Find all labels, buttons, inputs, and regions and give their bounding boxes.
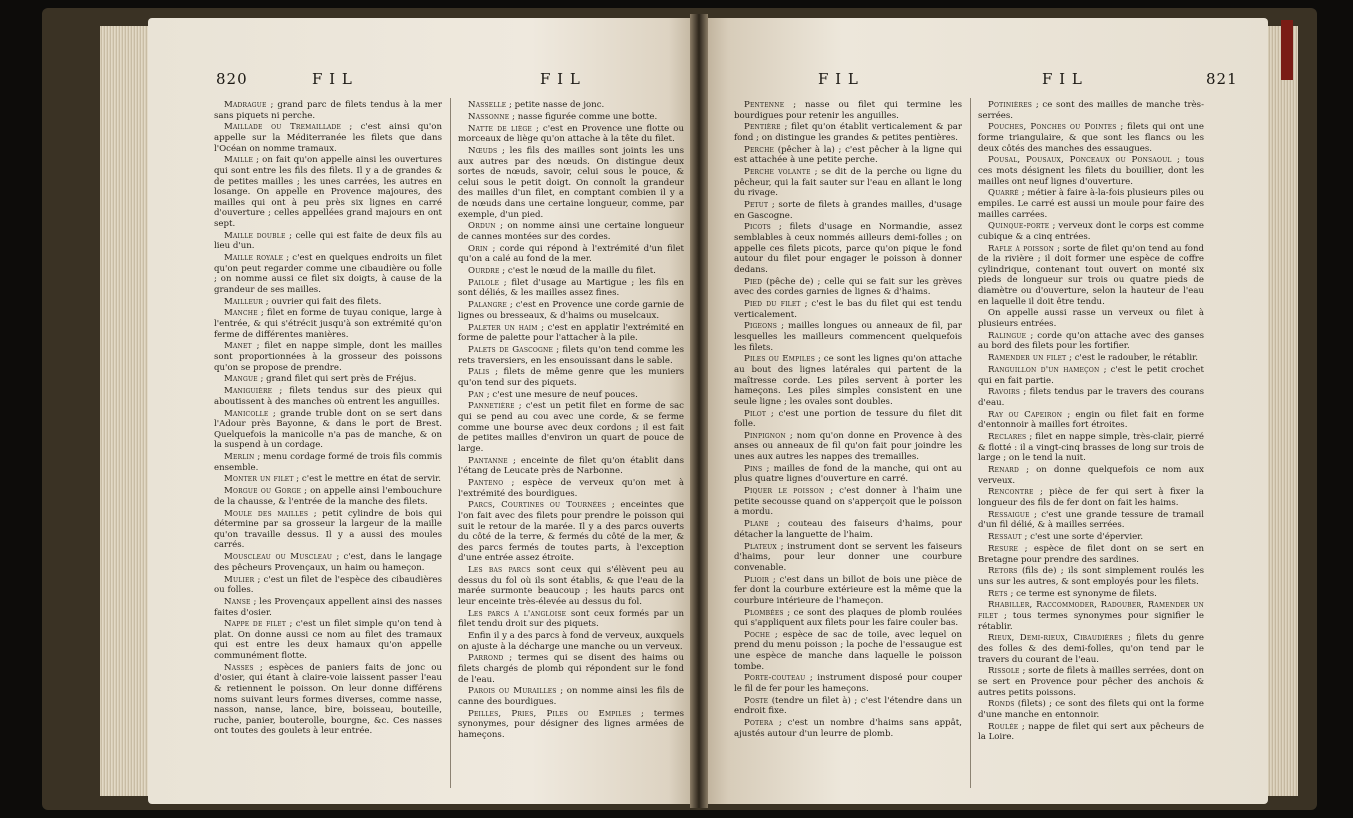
- entry-definition: ; espèce de filet dont on se sert en Bretagne pour prendre des sardines.: [978, 543, 1205, 565]
- entry-definition: ; filets qui ont une forme triangulaire, & que sont les flancs ou les deux côtés des manches des essaugues.: [978, 122, 1205, 154]
- entry-term: Potinières: [988, 100, 1033, 110]
- entry-definition: (filets) ; ce sont des filets qui ont la forme d'une manche en entonnoir.: [978, 699, 1205, 720]
- entry-definition: ; verveux dont le corps est comme cubique & a cinq entrées.: [978, 221, 1205, 242]
- dictionary-entry: [458, 266, 684, 277]
- entry-term: Parcs, Courtines ou Tournées: [468, 500, 607, 511]
- dictionary-entry: [458, 146, 684, 220]
- entry-definition: ; on appelle ainsi l'embouchure de la chausse, & l'entrée de la manche des filets.: [214, 486, 443, 507]
- entry-term: Nasses: [224, 662, 254, 673]
- entry-term: Reclares: [988, 432, 1027, 443]
- entry-definition: (fils de) ; ils sont simplement roulés les uns sur les autres, & sont employés pour les filets.: [978, 566, 1205, 587]
- dictionary-entry: [458, 112, 684, 123]
- entry-term: Ravoirs: [988, 387, 1021, 398]
- dictionary-entry: [978, 510, 1204, 531]
- entry-definition: ; c'est une mesure de neuf pouces.: [486, 389, 638, 400]
- entry-term: Roulée: [988, 721, 1019, 732]
- dictionary-entry: [978, 100, 1204, 121]
- entry-definition: ; grande truble dont on se sert dans l'Adour près Bayonne, & dans le port de Brest. Quelquefois la manicolle n'a pas de manche, & on la suspend à un cordage.: [214, 408, 442, 451]
- dictionary-entry: [458, 456, 684, 477]
- entry-term: Pied: [744, 276, 763, 287]
- entry-definition: ; enceintes que l'on fait avec des filets pour prendre le poisson qui suit le retour de la marée. Il y a des parcs ouverts du côté de la terre, & fermés du côté de la mer, & des parcs fermés de toutes parts, à l'exception d'une entrée assez étroite.: [458, 500, 684, 564]
- entry-term: Ray ou Capeiron: [988, 409, 1063, 420]
- entry-definition: ; tous termes synonymes pour signifier le rétablir.: [978, 611, 1204, 632]
- entry-term: Maniguière: [224, 386, 273, 397]
- entry-term: Rieux, Demi-rieux, Cibaudières: [988, 633, 1123, 644]
- dictionary-entry: [978, 666, 1204, 698]
- entry-term: Rafle à poisson: [988, 243, 1055, 254]
- entry-definition: ; filet en nappe simple, dont les mailles sont proportionnées à la grosseur des poissons qu'on se propose de prendre.: [214, 341, 443, 373]
- dictionary-entry: [214, 374, 442, 385]
- entry-definition: ; filets qu'on tend comme les rets traversiers, en les ensouissant dans le sable.: [458, 344, 684, 366]
- entry-term: Madrague: [224, 100, 267, 110]
- dictionary-entry: [458, 709, 684, 741]
- left-page-column-1: [214, 100, 442, 738]
- entry-term: Ressaut: [988, 532, 1022, 543]
- dictionary-entry: [458, 345, 684, 366]
- entry-term: Manicolle: [224, 408, 269, 419]
- book-gutter: [690, 14, 708, 808]
- entry-definition: ; filet en forme de tuyau conique, large à l'entrée, & qui s'étrécit jusqu'à son extrémité qu'on ferme de différentes manières.: [214, 308, 442, 340]
- running-head-left-col1: F I L: [312, 70, 353, 88]
- dictionary-entry: [458, 565, 684, 607]
- entry-term: Ramender un filet: [988, 353, 1067, 364]
- dictionary-entry: [458, 609, 684, 630]
- entry-definition: ; pièce de fer qui sert à fixer la longueur des fils de fer dont on fait les haims.: [978, 487, 1204, 508]
- entry-term: Nœuds: [468, 145, 498, 156]
- entry-definition: ; mailles de fond de la manche, qui ont au plus quatre lignes d'ouverture en carré.: [734, 463, 963, 485]
- entry-term: Manet: [224, 341, 252, 352]
- entry-term: Orin: [468, 243, 488, 254]
- entry-definition: ; c'est ainsi qu'on appelle sur la Méditerranée les filets que dans l'Océan on nomme tramaux.: [214, 122, 442, 154]
- entry-definition: ; instrument disposé pour couper le fil de fer pour les hameçons.: [734, 673, 963, 695]
- entry-term: Rencontre: [988, 487, 1034, 498]
- dictionary-entry: [214, 231, 442, 252]
- entry-term: Parois ou Murailles: [468, 686, 557, 697]
- entry-definition: ; sorte de filets à grandes mailles, d'usage en Gascogne.: [734, 200, 962, 221]
- entry-term: Pantanne: [468, 455, 508, 466]
- dictionary-entry: [978, 633, 1204, 665]
- entry-term: Resure: [988, 543, 1019, 554]
- left-page: [148, 18, 696, 804]
- page-edges-left: [100, 26, 148, 796]
- entry-term: Mailleur: [224, 296, 264, 307]
- entry-definition: ; filets tendus sur des pieux qui aboutissent à des manches où entrent les anguilles.: [214, 386, 443, 407]
- dictionary-entry: [734, 200, 962, 221]
- column-rule-right: [970, 98, 971, 788]
- dictionary-entry: [734, 100, 962, 121]
- dictionary-entry: [978, 221, 1204, 242]
- dictionary-entry: [978, 487, 1204, 508]
- entry-term: Pied du filet: [744, 299, 801, 309]
- entry-term: Porte-couteau: [744, 673, 806, 684]
- running-head-right-col1: F I L: [818, 70, 859, 88]
- entry-definition: ; ce sont des mailles de manche très-serrées.: [978, 100, 1204, 121]
- dictionary-entry: [978, 722, 1204, 743]
- column-rule-left: [450, 98, 451, 788]
- entry-definition: ; c'est une grande tessure de tramail d'un fil délié, & à mailles serrées.: [978, 509, 1204, 531]
- entry-term: Plateux: [744, 541, 777, 552]
- dictionary-entry: [978, 387, 1204, 408]
- entry-definition: ; c'est, dans le langage des pêcheurs Provençaux, un haim ou hameçon.: [214, 552, 443, 573]
- dictionary-entry: [214, 253, 442, 295]
- entry-term: Manche: [224, 308, 258, 319]
- entry-definition: ; c'est en quelques endroits un filet qu'on peut regarder comme une cibaudière ou folle ; on nomme aussi ce filet six doigts, à cause de la grandeur de ses mailles.: [214, 253, 443, 295]
- entry-definition: ; corde qu'on attache avec des ganses au bord des filets pour les fortifier.: [978, 330, 1204, 352]
- right-page-column-1: [734, 100, 962, 741]
- dictionary-entry: [978, 188, 1204, 220]
- dictionary-entry: [458, 300, 684, 321]
- entry-definition: ; c'est le mettre en état de servir.: [296, 474, 442, 485]
- dictionary-entry: [214, 386, 442, 407]
- entry-definition: ; ce terme est synonyme de filets.: [1010, 588, 1157, 599]
- entry-definition: ; grand filet qui sert près de Fréjus.: [260, 374, 417, 385]
- entry-term: Petut: [744, 200, 769, 211]
- entry-definition: (pêcher à la) ; c'est pêcher à la ligne qui est attachée à une petite perche.: [734, 144, 962, 166]
- entry-term: Pilot: [744, 408, 767, 419]
- entry-definition: On appelle aussi rasse un verveux ou filet à plusieurs entrées.: [978, 308, 1204, 329]
- dictionary-entry: [214, 452, 442, 473]
- dictionary-entry: [978, 410, 1204, 431]
- entry-definition: ; sorte de filets à mailles serrées, dont on se sert en Provence pour pêcher des anchois & autres petits poissons.: [978, 666, 1204, 698]
- dictionary-entry: [214, 297, 442, 308]
- dictionary-entry: [734, 409, 962, 430]
- entry-definition: ; on fait qu'on appelle ainsi les ouvertures qui sont entre les fils des filets. Il y a de grandes & de petites mailles ; les unes carrées, les autres en losange. On appelle en Provence majoures, des mailles qui ont à peu près six lignes en carré d'ouverture ; celles appellées grand majours en ont sept.: [214, 155, 443, 229]
- entry-definition: ; c'est donner à l'haim une petite secousse quand on s'apperçoit que le poisson a mordu.: [734, 486, 963, 518]
- dictionary-entry: [734, 299, 962, 320]
- entry-definition: ; termes qui se disent des haims ou filets chargés de plomb qui répondent sur le fond de l'eau.: [458, 653, 684, 685]
- entry-term: Piquer le poisson: [744, 486, 825, 497]
- entry-term: Pousal, Pousaux, Ponceaux ou Ponsaoul: [988, 155, 1172, 166]
- entry-definition: ; les fils des mailles sont joints les uns aux autres par des nœuds. On distingue deux sortes de nœuds, savoir, celui sous le pouce, & celui sous le petit doigt. On connoît la grandeur des mailles d'un filet, en comptant combien il y a de nœuds dans une certaine longueur, comme, par exemple, d'un pied.: [458, 145, 685, 220]
- entry-term: Pinpignon: [744, 430, 786, 441]
- entry-definition: ; petite nasse de jonc.: [509, 100, 605, 110]
- entry-definition: (pêche de) ; celle qui se fait sur les grèves avec des cordes garnies de lignes & d'haims.: [734, 276, 963, 298]
- entry-term: Nasselle: [468, 100, 507, 110]
- dictionary-entry: [214, 619, 442, 661]
- page-number-right: 821: [1206, 70, 1238, 88]
- dictionary-entry: [214, 100, 442, 121]
- entry-definition: ; petit cylindre de bois qui détermine par sa grosseur la largeur de la maille qu'on travaille dessus. Il y a aussi des moules carrés.: [214, 508, 442, 551]
- entry-term: Moule des mailles: [224, 508, 309, 519]
- entry-definition: ; menu cordage formé de trois fils commis ensemble.: [214, 452, 443, 473]
- entry-definition: ; termes synonymes, pour désigner des lignes armées de hameçons.: [458, 708, 685, 740]
- entry-definition: ; c'est le nœud de la maille du filet.: [502, 266, 656, 277]
- entry-term: Ressaigue: [988, 509, 1030, 520]
- dictionary-entry: [458, 390, 684, 401]
- dictionary-entry: [214, 341, 442, 373]
- entry-definition: ; filets de même genre que les muniers qu'on tend sur des piquets.: [458, 367, 685, 388]
- dictionary-entry: [978, 600, 1204, 632]
- dictionary-entry: [978, 589, 1204, 600]
- dictionary-entry: [734, 575, 962, 607]
- dictionary-entry: [978, 122, 1204, 154]
- entry-definition: Enfin il y a des parcs à fond de verveux, auxquels on ajuste à la décharge une manche ou un verveux.: [458, 631, 684, 652]
- dictionary-entry: [978, 244, 1204, 308]
- entry-term: Monter un filet: [224, 474, 294, 485]
- entry-definition: ; nappe de filet qui sert aux pêcheurs de la Loire.: [978, 721, 1204, 743]
- entry-term: Renard: [988, 465, 1019, 476]
- entry-term: Picots: [744, 222, 771, 233]
- entry-definition: ; on nomme ainsi une certaine longueur de cannes montées sur des cordes.: [458, 221, 684, 242]
- dictionary-entry: [214, 663, 442, 737]
- dictionary-entry: [734, 608, 962, 629]
- dictionary-entry: [458, 323, 684, 344]
- dictionary-entry: [734, 222, 962, 275]
- dictionary-entry: [734, 486, 962, 518]
- dictionary-entry: [458, 244, 684, 265]
- entry-definition: ; tous ces mots désignent les filets du bouillier, dont les mailles ont neuf lignes d'ouverture.: [978, 155, 1205, 187]
- entry-definition: sont ceux formés par un filet tendu droit sur des piquets.: [458, 608, 685, 630]
- entry-term: Maille royale: [224, 253, 284, 264]
- dictionary-entry: [458, 278, 684, 299]
- entry-definition: ; nasse ou filet qui termine les bourdigues pour retenir les anguilles.: [734, 100, 962, 121]
- entry-definition: ; on donne quelquefois ce nom aux verveux.: [978, 465, 1205, 486]
- entry-definition: ; corde qui répond à l'extrémité d'un filet qu'on a calé au fond de la mer.: [458, 243, 685, 265]
- entry-term: Perche: [744, 144, 775, 155]
- entry-definition: ; c'est en Provence une corde garnie de lignes ou bresseaux, & d'haims ou muselcaux.: [458, 300, 685, 321]
- entry-term: Nassonne: [468, 111, 510, 122]
- dictionary-entry: [458, 478, 684, 499]
- left-page-column-2: [458, 100, 684, 742]
- entry-definition: ; nom qu'on donne en Provence à des anses ou anneaux de fil qu'on fait pour joindre les unes aux autres les nappes des tremailles.: [734, 430, 962, 463]
- dictionary-entry: [978, 532, 1204, 543]
- entry-definition: ; nasse figurée comme une botte.: [512, 111, 658, 122]
- dictionary-entry: [458, 100, 684, 111]
- entry-term: Mulier: [224, 574, 255, 585]
- entry-term: Peilles, Pries, Piles ou Empiles: [468, 708, 632, 719]
- entry-term: Parrond: [468, 653, 504, 664]
- entry-definition: ; c'est dans un billot de bois une pièce de fer dont la courbure extérieure est la même que la courbure intérieure de l'hameçon.: [734, 574, 963, 606]
- entry-term: Ronds: [988, 699, 1015, 710]
- entry-term: Nappe de filet: [224, 619, 287, 630]
- dictionary-entry: [214, 474, 442, 485]
- entry-term: Potera: [744, 718, 774, 729]
- dictionary-entry: [458, 500, 684, 564]
- entry-term: Mouscleau ou Muscleau: [224, 552, 333, 563]
- entry-definition: ; filet d'usage au Martigue ; les fils en sont déliés, & les mailles assez fines.: [458, 277, 684, 299]
- entry-definition: ; instrument dont se servent les faiseurs d'haims, pour leur donner une courbure convenable.: [734, 541, 962, 573]
- dictionary-entry: [978, 365, 1204, 386]
- dictionary-entry: [734, 321, 962, 353]
- entry-term: Rets: [988, 588, 1008, 599]
- entry-term: Les parcs à l'angloise: [468, 608, 567, 619]
- dictionary-entry: [734, 630, 962, 672]
- entry-definition: (tendre un filet à) ; c'est l'étendre dans un endroit fixe.: [734, 695, 962, 717]
- dictionary-entry: [978, 353, 1204, 364]
- entry-term: Palangre: [468, 300, 507, 311]
- entry-definition: ; c'est en Provence une flotte ou morceaux de liège qu'on attache à la tête du filet.: [458, 123, 684, 145]
- dictionary-entry: [734, 431, 962, 463]
- entry-definition: ; mailles longues ou anneaux de fil, par lesquelles les mailleurs commencent quelquefois les filets.: [734, 321, 963, 353]
- entry-definition: ; c'est un filet de l'espèce des cibaudières ou folles.: [214, 574, 442, 596]
- bookmark-ribbon: [1281, 20, 1293, 80]
- entry-definition: ; ouvrier qui fait des filets.: [265, 296, 382, 307]
- dictionary-entry: [734, 718, 962, 739]
- entry-term: Pan: [468, 389, 484, 400]
- entry-term: Ordun: [468, 221, 496, 232]
- dictionary-entry: [458, 221, 684, 242]
- entry-definition: ; c'est un nombre d'haims sans appât, ajustés autour d'un leurre de plomb.: [734, 718, 962, 739]
- entry-term: Nanse: [224, 596, 251, 607]
- entry-term: Pentière: [744, 122, 781, 133]
- dictionary-entry: [978, 155, 1204, 187]
- entry-definition: ; filets tendus par le travers des courans d'eau.: [978, 387, 1205, 408]
- entry-definition: ; grand parc de filets tendus à la mer sans piquets ni perche.: [214, 100, 442, 121]
- entry-definition: ; c'est une sorte d'épervier.: [1024, 532, 1144, 543]
- dictionary-entry: [458, 653, 684, 685]
- entry-definition: ; les Provençaux appellent ainsi des nasses faites d'osier.: [214, 596, 442, 618]
- entry-definition: ; métier à faire à-la-fois plusieurs piles ou empiles. Le carré est aussi un moule pour faire des mailles carrées.: [978, 188, 1204, 220]
- entry-definition: ; on nomme ainsi les fils de canne des bourdigues.: [458, 686, 685, 707]
- entry-definition: ; se dit de la perche ou ligne du pêcheur, qui la fait sauter sur l'eau en allant le long du rivage.: [734, 167, 962, 199]
- entry-definition: ; espèce de sac de toile, avec lequel on prend du menu poisson ; la poche de l'essaugue est une espèce de manche dans laquelle le poisson tombe.: [734, 629, 963, 672]
- entry-term: Rissole: [988, 666, 1020, 677]
- right-page: [700, 18, 1268, 804]
- entry-definition: ; engin ou filet fait en forme d'entonnoir à mailles fort étroites.: [978, 409, 1205, 431]
- dictionary-entry: [978, 544, 1204, 565]
- entry-term: Poche: [744, 629, 770, 640]
- entry-definition: ; ce sont les lignes qu'on attache au bout des lignes latérales qui partent de la maîtresse corde. Les piles servent à porter les hameçons. Les piles simples consistent en une seule ligne ; les ovales sont doubles.: [734, 354, 962, 407]
- dictionary-entry: [978, 432, 1204, 464]
- entry-term: Quarré: [988, 188, 1019, 199]
- entry-term: Plombées: [744, 607, 784, 618]
- entry-definition: ; espèces de paniers faits de jonc ou d'osier, qui étant à claire-voie laissent passer l'eau & retiennent le poisson. On leur donne différens noms suivant leurs formes diverses, comme nasse, nasson, nanse, lance, bire, boisseau, bouteille, ruche, panier, bouterolle, bourgne, &c. Ces nasses ont toutes des goulets à leur entrée.: [214, 662, 443, 737]
- dictionary-entry: [458, 367, 684, 388]
- entry-definition: ; c'est une portion de tessure du filet dit folle.: [734, 408, 962, 430]
- page-number-left: 820: [216, 70, 248, 88]
- dictionary-entry: [458, 401, 684, 454]
- entry-term: Palets de Gascogne: [468, 344, 554, 355]
- entry-definition: ; filets d'usage en Normandie, assez semblables à ceux nommés ailleurs demi-folles ; on appelle ces filets picots, parce qu'on pique le fond autour du filet pour engager le poisson à donner dedans.: [734, 222, 962, 275]
- entry-definition: ; enceinte de filet qu'on établit dans l'étang de Leucate près de Narbonne.: [458, 455, 684, 477]
- entry-term: Rhabiller, Raccommoder, Radouber, Ramender un filet: [978, 600, 1204, 622]
- entry-term: Ralingue: [988, 330, 1027, 341]
- dictionary-entry: [978, 331, 1204, 352]
- entry-term: Mangue: [224, 374, 258, 385]
- entry-term: Maille: [224, 155, 254, 166]
- entry-term: Panteno: [468, 478, 504, 488]
- entry-term: Les bas parcs: [468, 565, 531, 576]
- entry-term: Plane: [744, 519, 769, 530]
- entry-term: Maille double: [224, 230, 286, 241]
- entry-term: Retors: [988, 566, 1018, 577]
- dictionary-entry: [734, 277, 962, 298]
- dictionary-entry: [978, 699, 1204, 720]
- entry-definition: ; filet qu'on établit verticalement & par fond ; on distingue les grandes & petites pentières.: [734, 122, 962, 143]
- dictionary-entry: [458, 124, 684, 145]
- dictionary-entry: [734, 167, 962, 199]
- dictionary-entry: [734, 122, 962, 143]
- dictionary-entry: [214, 122, 442, 154]
- dictionary-entry: [214, 155, 442, 229]
- dictionary-entry: [214, 486, 442, 507]
- entry-term: Merlin: [224, 452, 255, 463]
- entry-definition: ; c'est un petit filet en forme de sac qui se pend au cou avec une corde, & se ferme comme une bourse avec deux cordons ; il est fait de petites mailles d'environ un quart de pouce de large.: [458, 401, 684, 454]
- entry-term: Maillade ou Tremaillade: [224, 122, 342, 133]
- entry-definition: ; c'est le radouber, le rétablir.: [1069, 353, 1199, 364]
- entry-definition: sont ceux qui s'élèvent peu au dessus du fol où ils sont établis, & que l'eau de la marée surmonte beaucoup ; les hauts parcs ont leur enceinte très-élevée au dessus du fol.: [458, 565, 685, 607]
- right-page-column-2: [978, 100, 1204, 744]
- entry-term: Perche volante: [744, 167, 811, 178]
- dictionary-entry: [734, 673, 962, 694]
- entry-definition: ; ce sont des plaques de plomb roulées qui s'appliquent aux filets pour les faire couler bas.: [734, 607, 962, 629]
- entry-definition: ; c'est en applatir l'extrémité en forme de palette pour l'attacher à la pile.: [458, 322, 685, 344]
- entry-term: Plioir: [744, 574, 770, 585]
- entry-definition: ; c'est un filet simple qu'on tend à plat. On donne aussi ce nom au filet des tramaux qui est entre les deux hamaux qu'on appelle communément flotte.: [214, 619, 442, 662]
- entry-definition: ; espèce de verveux qu'on met à l'extrémité des bourdigues.: [458, 478, 684, 499]
- entry-term: Pouches, Ponches ou Pointes: [988, 122, 1117, 133]
- entry-term: Quinque-porte: [988, 221, 1050, 232]
- entry-term: Natte de liège: [468, 123, 532, 134]
- entry-definition: ; c'est le bas du filet qui est tendu verticalement.: [734, 299, 962, 320]
- entry-term: Paleter un haim: [468, 322, 538, 333]
- entry-term: Pigeons: [744, 321, 778, 332]
- entry-definition: ; c'est le petit crochet qui en fait partie.: [978, 364, 1204, 386]
- dictionary-entry: [214, 409, 442, 451]
- dictionary-entry: [458, 631, 684, 652]
- dictionary-entry: [734, 464, 962, 485]
- entry-term: Palis: [468, 367, 490, 378]
- running-head-left-col2: F I L: [540, 70, 581, 88]
- entry-definition: ; celle qui est faite de deux fils au lieu d'un.: [214, 230, 442, 252]
- entry-term: Ranguillon d'un hameçon: [988, 364, 1100, 375]
- dictionary-entry: [458, 686, 684, 707]
- entry-term: Pins: [744, 463, 763, 474]
- entry-definition: ; filets du genre des folles & des demi-folles, qu'on tend par le travers du courant de l'eau.: [978, 633, 1204, 665]
- entry-term: Pailole: [468, 277, 500, 288]
- entry-definition: ; filet en nappe simple, très-clair, pierré & flotté : il a vingt-cinq brasses de long sur trois de large ; on le tend la nuit.: [978, 432, 1204, 464]
- dictionary-entry: [214, 597, 442, 618]
- dictionary-entry: [734, 145, 962, 166]
- dictionary-entry: [214, 308, 442, 340]
- entry-term: Pannetière: [468, 401, 515, 412]
- dictionary-entry: [978, 308, 1204, 329]
- dictionary-entry: [734, 354, 962, 407]
- dictionary-entry: [734, 696, 962, 717]
- entry-term: Morgue ou Gorge: [224, 486, 302, 497]
- dictionary-entry: [978, 465, 1204, 486]
- entry-definition: ; couteau des faiseurs d'haims, pour détacher la languette de l'haim.: [734, 519, 962, 540]
- entry-term: Pentenne: [744, 100, 785, 110]
- dictionary-entry: [734, 542, 962, 574]
- dictionary-entry: [214, 552, 442, 573]
- dictionary-entry: [214, 509, 442, 551]
- entry-term: Piles ou Empiles: [744, 354, 815, 365]
- entry-definition: ; sorte de filet qu'on tend au fond de la rivière ; il doit former une espèce de coffre cylindrique, contenant tout ouvert on monté six pieds de longueur sur trois ou quatre pieds de diamètre ou d'ouverture, selon la hauteur de l'eau en laquelle il doit être tendu.: [978, 243, 1204, 307]
- dictionary-entry: [214, 575, 442, 596]
- page-edges-right: [1268, 26, 1298, 796]
- entry-term: Poste: [744, 695, 769, 706]
- dictionary-entry: [978, 566, 1204, 587]
- entry-term: Ourdre: [468, 266, 500, 277]
- running-head-right-col2: F I L: [1042, 70, 1083, 88]
- dictionary-entry: [734, 519, 962, 540]
